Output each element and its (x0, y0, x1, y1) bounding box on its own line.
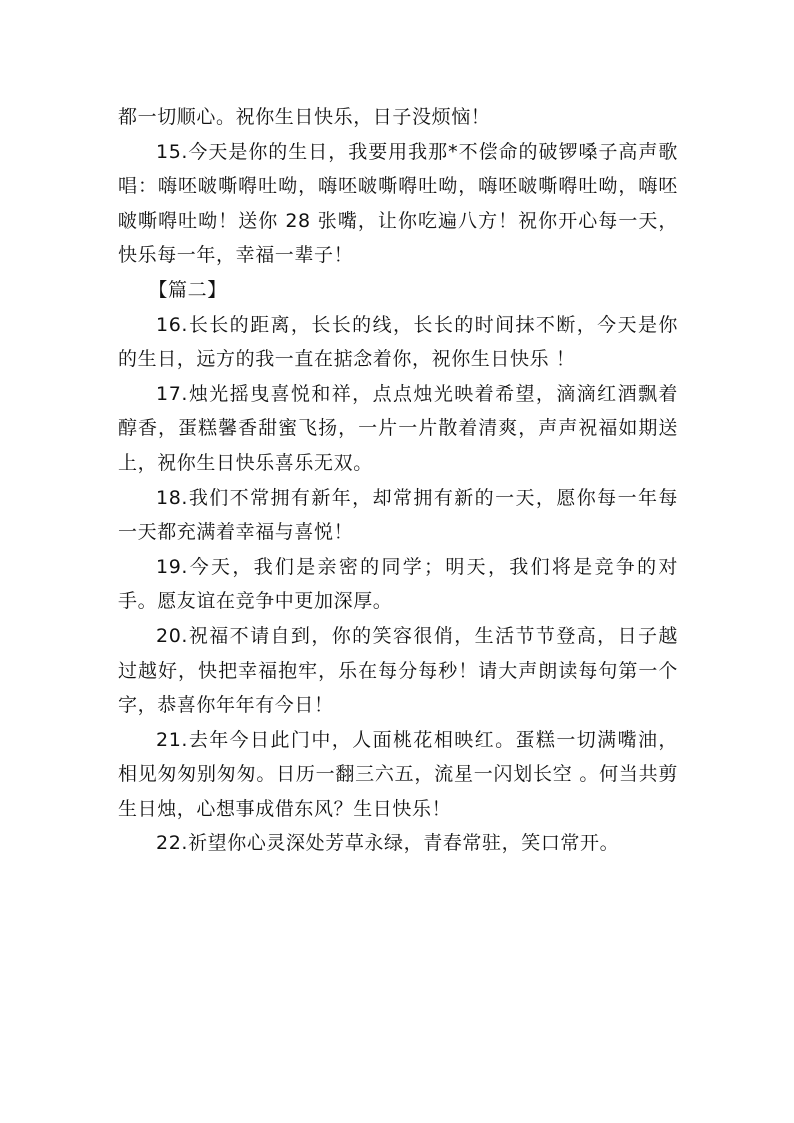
paragraph-item-21: 21.去年今日此门中，人面桃花相映红。蛋糕一切满嘴油，相见匆匆别匆匆。日历一翻三六五，流星一闪划长空 。何当共剪生日烛，心想事成借东风？生日快乐！ (118, 728, 678, 820)
paragraph-item-22: 22.祈望你心灵深处芳草永绿，青春常驻，笑口常开。 (156, 832, 620, 855)
paragraph-item-20: 20.祝福不请自到，你的笑容很俏，生活节节登高，日子越过越好，快把幸福抱牢，乐在每分每秒！请大声朗读每句第一个字，恭喜你年年有今日！ (118, 624, 678, 717)
paragraph-continuation: 都一切顺心。祝你生日快乐，日子没烦恼！ (118, 106, 491, 128)
paragraph-item-15: 15.今天是你的生日，我要用我那*不偿命的破锣嗓子高声歌唱：嗨呸啵嘶嘚吐呦，嗨呸啵嘶嘚吐呦，嗨呸啵嘶嘚吐呦，嗨呸啵嘶嘚吐呦！送你 28 张嘴，让你吃遍八方！祝你开心每一天，快乐每一年，幸福一辈子！ (118, 140, 678, 267)
document-body (118, 100, 678, 861)
paragraph-item-18: 18.我们不常拥有新年，却常拥有新的一天，愿你每一年每一天都充满着幸福与喜悦！ (118, 486, 678, 544)
paragraph-item-16: 16.长长的距离，长长的线，长长的时间抹不断，今天是你的生日，远方的我一直在掂念着你，祝你生日快乐 ！ (118, 313, 678, 371)
paragraph-item-17: 17.烛光摇曳喜悦和祥，点点烛光映着希望，滴滴红酒飘着醇香，蛋糕馨香甜蜜飞扬，一片一片散着清爽，声声祝福如期送上，祝你生日快乐喜乐无双。 (118, 382, 678, 474)
section-heading: 【篇二】 (148, 278, 227, 301)
paragraph-item-19: 19.今天，我们是亲密的同学；明天，我们将是竞争的对手。愿友谊在竞争中更加深厚。 (118, 555, 678, 613)
